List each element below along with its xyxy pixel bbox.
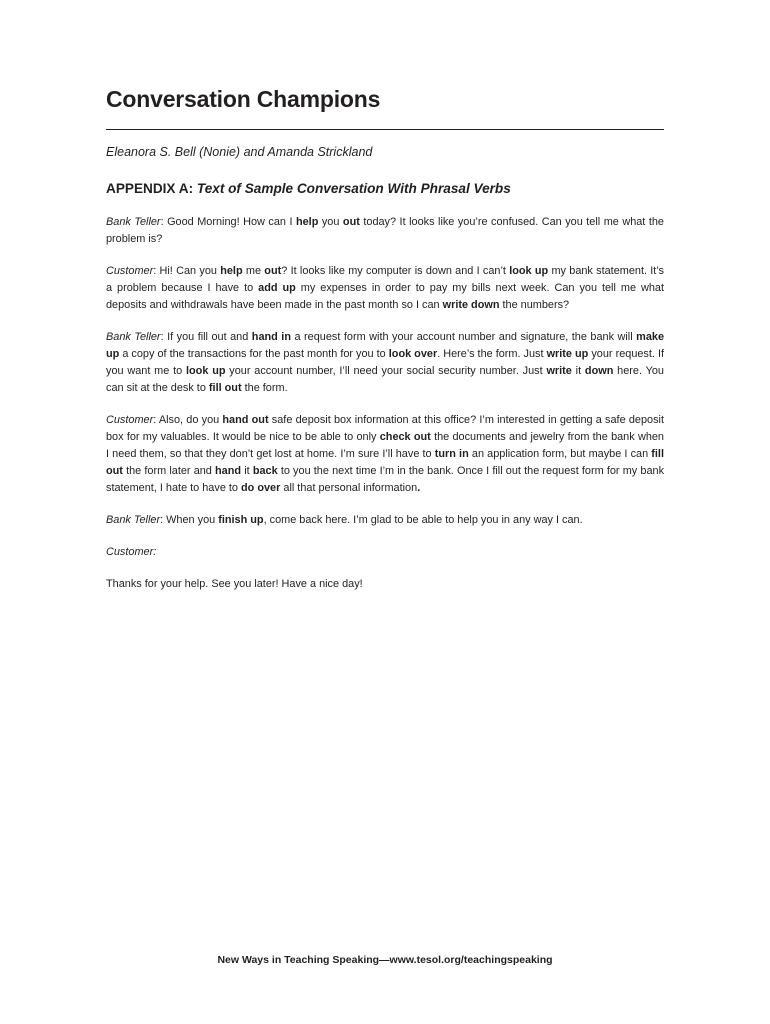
speaker-label: Customer — [106, 414, 154, 426]
dialogue-text: me — [242, 265, 265, 277]
dialogue-text: here. You can sit at the desk to — [106, 365, 664, 394]
dialogue-paragraph — [106, 214, 664, 248]
appendix-heading — [106, 181, 511, 196]
dialogue-text: the numbers? — [499, 299, 570, 311]
phrasal-verb: hand out — [222, 414, 269, 426]
phrasal-verb: write down — [442, 299, 500, 311]
dialogue-text: : If you fill out and — [160, 331, 252, 343]
dialogue-text: it — [241, 465, 253, 477]
dialogue-text: your account number, I’ll need your social security number. Just — [225, 365, 547, 377]
dialogue-text: Thanks for your help. See you later! Have a nice day! — [106, 578, 363, 590]
phrasal-verb: help — [295, 216, 319, 228]
phrasal-verb: help — [220, 265, 243, 277]
phrasal-verb: check out — [379, 431, 431, 443]
dialogue-text: it — [571, 365, 585, 377]
speaker-label: Bank Teller — [106, 331, 161, 343]
dialogue-text: safe deposit box information at this office? I’m interested in getting a safe deposit box for my valuables. It would be nice to be able to only — [106, 414, 664, 443]
speaker-label: Bank Teller — [106, 514, 161, 526]
dialogue-text: the form. — [241, 382, 288, 394]
phrasal-verb: finish up — [218, 514, 264, 526]
phrasal-verb: look over — [388, 348, 438, 360]
dialogue-paragraph — [106, 544, 664, 561]
dialogue-text: all that personal information — [280, 482, 418, 494]
dialogue-text: today? It looks like you’re confused. Can you tell me what the problem is? — [106, 216, 664, 245]
dialogue-paragraph — [106, 576, 664, 593]
dialogue-paragraph — [106, 329, 664, 397]
phrasal-verb: look up — [509, 265, 549, 277]
dialogue-text: my expenses in order to pay my bills next week. Can you tell me what deposits and withdrawals have been made in the past month so I can — [106, 282, 664, 311]
dialogue-text: a copy of the transactions for the past month for you to — [119, 348, 389, 360]
phrasal-verb: write — [546, 365, 572, 377]
dialogue-text: an application form, but maybe I can — [468, 448, 652, 460]
phrasal-verb: out — [264, 265, 282, 277]
dialogue-text: the form later and — [122, 465, 216, 477]
dialogue-text: a request form with your account number and signature, the bank will — [291, 331, 637, 343]
appendix-subtitle: Text of Sample Conversation With Phrasal Verbs — [196, 181, 511, 196]
dialogue-text: . Here’s the form. Just — [437, 348, 547, 360]
title-divider — [106, 129, 664, 130]
dialogue-paragraph — [106, 512, 664, 529]
dialogue-text: : Hi! Can you — [153, 265, 221, 277]
dialogue-paragraph — [106, 263, 664, 314]
dialogue-paragraph — [106, 412, 664, 497]
phrasal-verb: down — [584, 365, 614, 377]
page-footer: New Ways in Teaching Speaking—www.tesol.org/teachingspeaking — [217, 954, 553, 966]
page-title: Conversation Champions — [106, 86, 381, 112]
dialogue-text: : Also, do you — [153, 414, 223, 426]
phrasal-verb: back — [252, 465, 278, 477]
speaker-label: Bank Teller — [106, 216, 161, 228]
dialogue-text: to you the next time I’m in the bank. Once I fill out the request form for my bank statement, I hate to have to — [106, 465, 665, 494]
phrasal-verb: write up — [546, 348, 589, 360]
conversation-body — [106, 214, 664, 608]
dialogue-text: my bank statement. It’s a problem because I have to — [106, 265, 665, 294]
dialogue-text: : When you — [160, 514, 219, 526]
phrasal-verb: out — [342, 216, 360, 228]
phrasal-verb: turn in — [434, 448, 469, 460]
phrasal-verb: do over — [241, 482, 281, 494]
phrasal-verb: hand in — [251, 331, 291, 343]
phrasal-verb: add up — [258, 282, 296, 294]
authors-line: Eleanora S. Bell (Nonie) and Amanda Strickland — [106, 145, 373, 159]
dialogue-text: ? It looks like my computer is down and I can’t — [281, 265, 510, 277]
dialogue-text: the documents and jewelry from the bank when I need them, so that they don’t get lost at home. I’m sure I’ll have to — [106, 431, 664, 460]
phrasal-verb: make up — [106, 331, 665, 360]
phrasal-verb: . — [417, 482, 421, 494]
phrasal-verb: look up — [186, 365, 226, 377]
phrasal-verb: fill out — [106, 448, 664, 477]
phrasal-verb: fill out — [208, 382, 242, 394]
dialogue-text: you — [318, 216, 343, 228]
speaker-label: Customer — [106, 265, 154, 277]
appendix-label: APPENDIX A: — [106, 181, 194, 196]
phrasal-verb: hand — [215, 465, 242, 477]
dialogue-text: your request. If you want me to — [106, 348, 665, 377]
speaker-label: Customer: — [106, 546, 157, 558]
dialogue-text: : Good Morning! How can I — [160, 216, 296, 228]
dialogue-text: , come back here. I’m glad to be able to help you in any way I can. — [263, 514, 583, 526]
